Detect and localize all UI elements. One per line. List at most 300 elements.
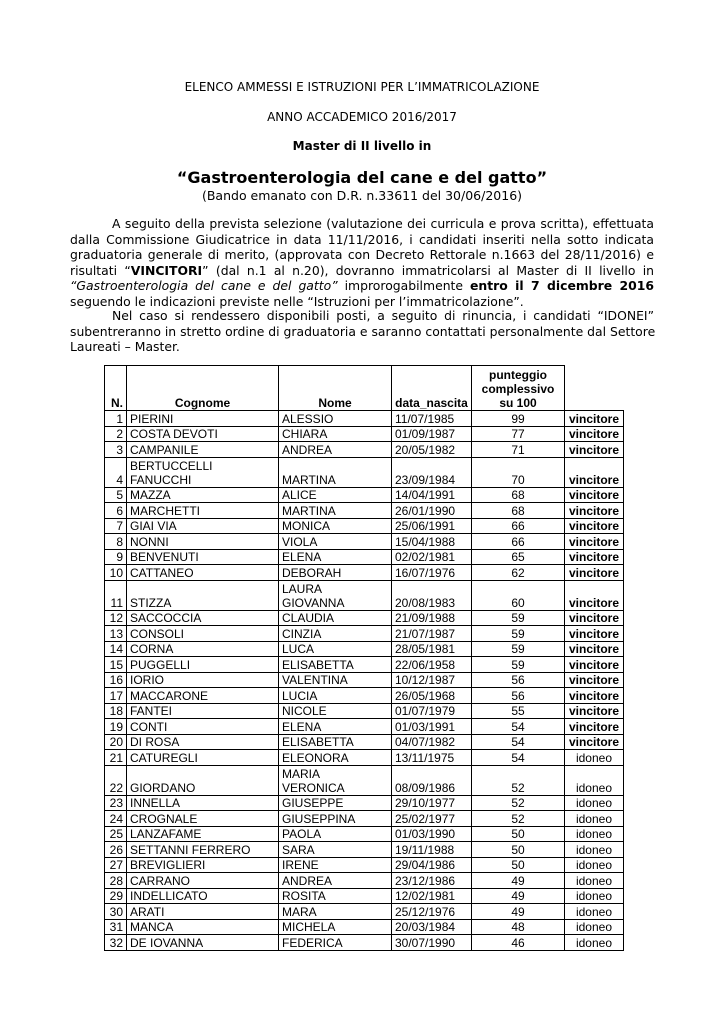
cell-n <box>105 919 127 935</box>
cell-punteggio-text: 66 <box>511 534 525 549</box>
cell-nome <box>279 580 392 610</box>
cell-cognome-text: INNELLA <box>130 796 181 810</box>
cell-data-nascita-text: 23/12/1986 <box>395 873 456 888</box>
cell-punteggio-text: 52 <box>511 811 525 826</box>
cell-nome-text: FEDERICA <box>282 935 343 950</box>
cell-punteggio-text: 99 <box>511 411 525 426</box>
cell-data-nascita <box>392 457 472 487</box>
cell-data-nascita <box>392 719 472 735</box>
cell-esito <box>565 672 624 688</box>
cell-data-nascita <box>392 580 472 610</box>
header-n: N. <box>105 366 127 411</box>
cell-cognome-text: CARRANO <box>130 873 191 888</box>
cell-esito <box>565 719 624 735</box>
cell-n <box>105 610 127 626</box>
cell-n <box>105 873 127 889</box>
cell-n-text: 8 <box>116 534 123 549</box>
cell-punteggio-text: 65 <box>511 550 525 564</box>
table-row <box>105 857 624 873</box>
cell-data-nascita-text: 30/07/1990 <box>395 935 456 950</box>
cell-data-nascita-text: 21/07/1987 <box>395 626 456 641</box>
cell-cognome <box>127 487 279 503</box>
cell-data-nascita <box>392 935 472 951</box>
cell-nome <box>279 641 392 657</box>
cell-cognome-text: GIORDANO <box>130 780 196 795</box>
cell-nome-text: ELISABETTA <box>282 657 354 672</box>
cell-punteggio <box>472 857 565 873</box>
cell-cognome <box>127 904 279 920</box>
cell-data-nascita <box>392 888 472 904</box>
cell-esito <box>565 426 624 442</box>
cell-n-text: 7 <box>116 519 123 533</box>
table-row <box>105 565 624 581</box>
cell-data-nascita-text: 19/11/1988 <box>395 842 455 857</box>
cell-cognome <box>127 765 279 795</box>
cell-nome-text: ALESSIO <box>282 411 334 426</box>
cell-n-text: 4 <box>116 472 123 487</box>
cell-data-nascita <box>392 442 472 458</box>
cell-esito <box>565 534 624 550</box>
cell-nome <box>279 534 392 550</box>
cell-punteggio-text: 66 <box>511 519 525 533</box>
cell-data-nascita <box>392 610 472 626</box>
cell-esito-text: vincitore <box>568 442 619 457</box>
cell-cognome-text: DI ROSA <box>130 735 180 749</box>
cell-nome <box>279 487 392 503</box>
para1-line: graduatoria generale di merito, (approvata con Decreto Rettorale n.1663 del 28/11/2016) e <box>70 247 654 262</box>
cell-nome-text: PAOLA <box>282 827 322 841</box>
cell-n-text: 15 <box>109 657 123 672</box>
cell-cognome-text: PIERINI <box>130 411 174 426</box>
cell-n <box>105 857 127 873</box>
cell-data-nascita <box>392 842 472 858</box>
cell-cognome <box>127 442 279 458</box>
cell-n <box>105 765 127 795</box>
table-row <box>105 935 624 951</box>
cell-esito-text: vincitore <box>568 611 619 625</box>
table-row <box>105 873 624 889</box>
cell-esito <box>565 610 624 626</box>
cell-esito-text: vincitore <box>568 427 619 441</box>
cell-n <box>105 688 127 704</box>
cell-n <box>105 549 127 565</box>
cell-data-nascita-text: 14/04/1991 <box>395 488 456 502</box>
cell-punteggio-text: 54 <box>511 719 525 734</box>
table-row <box>105 534 624 550</box>
cell-punteggio <box>472 750 565 766</box>
table-row <box>105 811 624 827</box>
cell-data-nascita-text: 29/04/1986 <box>395 858 456 872</box>
cell-cognome <box>127 888 279 904</box>
cell-punteggio <box>472 518 565 534</box>
cell-nome <box>279 672 392 688</box>
cell-esito <box>565 935 624 951</box>
table-row <box>105 503 624 519</box>
cell-n <box>105 411 127 427</box>
para1-text: improrogabilmente <box>337 278 471 293</box>
cell-cognome <box>127 457 279 487</box>
cell-esito <box>565 549 624 565</box>
cell-n-text: 23 <box>109 796 123 810</box>
cell-data-nascita-text: 21/09/1988 <box>395 611 456 625</box>
cell-cognome <box>127 842 279 858</box>
table-row <box>105 734 624 750</box>
cell-cognome-text: CONTI <box>130 719 168 734</box>
cell-data-nascita-text: 02/02/1981 <box>395 550 456 564</box>
cell-nome <box>279 610 392 626</box>
table-row <box>105 888 624 904</box>
cell-nome <box>279 688 392 704</box>
cell-data-nascita-text: 25/02/1977 <box>395 811 456 826</box>
cell-nome-text: VERONICA <box>282 780 345 795</box>
cell-cognome-text: PUGGELLI <box>130 657 191 672</box>
cell-cognome <box>127 426 279 442</box>
cell-nome <box>279 549 392 565</box>
cell-cognome <box>127 811 279 827</box>
cell-cognome <box>127 919 279 935</box>
cell-esito-text: vincitore <box>568 673 619 687</box>
cell-data-nascita <box>392 857 472 873</box>
cell-data-nascita <box>392 826 472 842</box>
cell-esito <box>565 842 624 858</box>
cell-nome <box>279 904 392 920</box>
cell-esito <box>565 734 624 750</box>
cell-n <box>105 795 127 811</box>
cell-punteggio-text: 59 <box>511 611 525 625</box>
header-punteggio <box>472 366 565 411</box>
cell-nome <box>279 795 392 811</box>
para2-line: Laureati – Master. <box>70 339 180 354</box>
table-row <box>105 765 624 795</box>
cell-cognome <box>127 641 279 657</box>
header-esito-blank <box>565 366 624 411</box>
cell-cognome-text: MACCARONE <box>130 688 209 703</box>
cell-data-nascita <box>392 641 472 657</box>
cell-data-nascita-text: 26/05/1968 <box>395 688 456 703</box>
cell-n-text: 18 <box>109 704 123 718</box>
cell-cognome-text: MAZZA <box>130 488 171 502</box>
cell-esito <box>565 688 624 704</box>
cell-cognome <box>127 703 279 719</box>
header-punteggio-line: complessivo <box>481 382 555 396</box>
cell-data-nascita <box>392 765 472 795</box>
cell-data-nascita <box>392 503 472 519</box>
cell-cognome <box>127 873 279 889</box>
cell-n <box>105 503 127 519</box>
cell-cognome-text: IORIO <box>130 673 165 687</box>
cell-esito-text: vincitore <box>568 704 619 718</box>
cell-punteggio <box>472 626 565 642</box>
cell-punteggio-text: 71 <box>511 442 525 457</box>
cell-nome-text: VALENTINA <box>282 673 348 687</box>
cell-n <box>105 672 127 688</box>
cell-esito-text: idoneo <box>575 889 613 903</box>
para1-line <box>70 263 654 279</box>
cell-esito <box>565 457 624 487</box>
cell-nome-text: LUCIA <box>282 688 318 703</box>
cell-nome-text: SARA <box>282 842 315 857</box>
cell-punteggio <box>472 826 565 842</box>
cell-cognome-text: MARCHETTI <box>130 503 200 518</box>
cell-data-nascita-text: 01/09/1987 <box>395 427 456 441</box>
cell-nome <box>279 565 392 581</box>
cell-data-nascita-text: 25/12/1976 <box>395 904 456 919</box>
cell-esito <box>565 888 624 904</box>
cell-cognome-text: FANTEI <box>130 704 173 718</box>
cell-esito <box>565 657 624 673</box>
cell-data-nascita-text: 22/06/1958 <box>395 657 456 672</box>
cell-nome-text: MARIA <box>282 766 321 781</box>
cell-cognome-text: DE IOVANNA <box>130 935 204 950</box>
cell-cognome-text: BERTUCCELLI <box>130 458 213 473</box>
cell-esito-text: vincitore <box>568 488 619 502</box>
cell-n <box>105 565 127 581</box>
cell-esito-text: vincitore <box>568 534 619 549</box>
cell-nome-text: GIUSEPPINA <box>282 811 356 826</box>
cell-esito <box>565 873 624 889</box>
cell-esito-text: vincitore <box>568 719 619 734</box>
cell-nome-text: DEBORAH <box>282 565 342 580</box>
cell-esito <box>565 703 624 719</box>
cell-punteggio-text: 70 <box>511 472 525 487</box>
cell-n-text: 20 <box>109 735 123 749</box>
cell-punteggio-text: 50 <box>511 858 525 872</box>
cell-data-nascita-text: 20/03/1984 <box>395 920 456 934</box>
heading-elenco: ELENCO AMMESSI E ISTRUZIONI PER L’IMMATRICOLAZIONE <box>184 80 540 94</box>
cell-cognome <box>127 719 279 735</box>
table-row <box>105 842 624 858</box>
cell-nome-text: ROSITA <box>282 889 326 903</box>
cell-data-nascita-text: 13/11/1975 <box>395 750 455 765</box>
cell-nome-text: VIOLA <box>282 534 318 549</box>
cell-n <box>105 457 127 487</box>
cell-n-text: 22 <box>109 780 123 795</box>
para1-line: A seguito della prevista selezione (valutazione dei curricula e prova scritta), effettuata <box>112 216 654 231</box>
cell-punteggio-text: 49 <box>511 873 525 888</box>
cell-punteggio <box>472 811 565 827</box>
cell-punteggio <box>472 487 565 503</box>
cell-esito <box>565 919 624 935</box>
cell-nome <box>279 703 392 719</box>
cell-punteggio <box>472 503 565 519</box>
cell-cognome-text: FANUCCHI <box>130 472 192 487</box>
cell-punteggio <box>472 580 565 610</box>
cell-nome <box>279 765 392 795</box>
cell-esito-text: vincitore <box>568 688 619 703</box>
cell-data-nascita-text: 26/01/1990 <box>395 503 456 518</box>
cell-nome-text: MONICA <box>282 519 330 533</box>
cell-data-nascita <box>392 734 472 750</box>
para1-text: ” (dal n.1 al n.20), dovranno immatricolarsi al Master di II livello in <box>202 262 654 278</box>
header-data-nascita: data_nascita <box>392 366 472 411</box>
paragraph-idonei <box>70 308 654 355</box>
cell-n <box>105 888 127 904</box>
cell-esito-text: vincitore <box>568 595 619 610</box>
cell-nome <box>279 657 392 673</box>
cell-n <box>105 580 127 610</box>
cell-punteggio-text: 60 <box>511 595 525 610</box>
cell-punteggio <box>472 703 565 719</box>
cell-n <box>105 626 127 642</box>
cell-esito-text: vincitore <box>568 565 619 580</box>
cell-esito-text: idoneo <box>575 935 613 950</box>
cell-esito-text: idoneo <box>575 827 613 841</box>
cell-cognome-text: ARATI <box>130 904 165 919</box>
cell-cognome-text: INDELLICATO <box>130 889 208 903</box>
cell-n-text: 21 <box>109 750 123 765</box>
cell-nome-text: MARTINA <box>282 503 336 518</box>
master-title: “Gastroenterologia del cane e del gatto” <box>176 168 548 187</box>
cell-n-text: 32 <box>109 935 123 950</box>
table-row <box>105 672 624 688</box>
cell-n-text: 29 <box>109 889 123 903</box>
cell-esito <box>565 565 624 581</box>
cell-cognome-text: MANCA <box>130 920 174 934</box>
table-row <box>105 688 624 704</box>
cell-nome <box>279 935 392 951</box>
table-row <box>105 919 624 935</box>
cell-cognome <box>127 610 279 626</box>
cell-punteggio-text: 54 <box>511 735 525 749</box>
cell-n <box>105 487 127 503</box>
cell-nome <box>279 626 392 642</box>
cell-cognome <box>127 935 279 951</box>
cell-n-text: 5 <box>116 488 123 502</box>
paragraph-instructions <box>70 216 654 309</box>
cell-cognome-text: CONSOLI <box>130 626 185 641</box>
cell-nome-text: MARA <box>282 904 317 919</box>
cell-nome <box>279 750 392 766</box>
cell-esito <box>565 750 624 766</box>
cell-nome-text: NICOLE <box>282 704 327 718</box>
cell-n-text: 30 <box>109 904 123 919</box>
cell-esito-text: idoneo <box>575 904 613 919</box>
cell-esito-text: vincitore <box>568 626 619 641</box>
cell-esito-text: vincitore <box>568 472 619 487</box>
cell-nome <box>279 719 392 735</box>
cell-n-text: 31 <box>109 920 123 934</box>
cell-nome-text: GIUSEPPE <box>282 796 344 810</box>
cell-nome <box>279 503 392 519</box>
cell-n-text: 27 <box>109 858 123 872</box>
cell-data-nascita <box>392 626 472 642</box>
cell-esito-text: idoneo <box>575 842 613 857</box>
cell-cognome <box>127 580 279 610</box>
cell-data-nascita-text: 08/09/1986 <box>395 780 456 795</box>
table-row <box>105 626 624 642</box>
cell-nome-text: MICHELA <box>282 920 336 934</box>
cell-data-nascita <box>392 534 472 550</box>
header-punteggio-line: su 100 <box>499 396 537 410</box>
cell-punteggio-text: 50 <box>511 842 525 857</box>
cell-punteggio-text: 59 <box>511 642 525 656</box>
cell-nome <box>279 919 392 935</box>
cell-n <box>105 657 127 673</box>
heading-anno: ANNO ACCADEMICO 2016/2017 <box>267 110 457 124</box>
table-row <box>105 657 624 673</box>
cell-nome-text: IRENE <box>282 858 319 872</box>
cell-n-text: 13 <box>109 626 123 641</box>
cell-esito <box>565 795 624 811</box>
cell-data-nascita-text: 20/05/1982 <box>395 442 456 457</box>
cell-nome-text: MARTINA <box>282 472 336 487</box>
cell-esito <box>565 811 624 827</box>
cell-esito <box>565 442 624 458</box>
cell-n-text: 14 <box>109 642 123 656</box>
cell-data-nascita-text: 04/07/1982 <box>395 735 456 749</box>
cell-n <box>105 904 127 920</box>
cell-nome-text: CINZIA <box>282 626 322 641</box>
cell-esito-text: idoneo <box>575 750 613 765</box>
cell-data-nascita-text: 25/06/1991 <box>395 519 456 533</box>
cell-punteggio <box>472 657 565 673</box>
cell-nome <box>279 426 392 442</box>
cell-punteggio-text: 56 <box>511 688 525 703</box>
cell-data-nascita <box>392 565 472 581</box>
cell-cognome-text: SACCOCCIA <box>130 611 202 625</box>
cell-esito <box>565 626 624 642</box>
cell-data-nascita <box>392 549 472 565</box>
header-cognome: Cognome <box>127 366 279 411</box>
cell-esito-text: idoneo <box>575 811 613 826</box>
cell-punteggio-text: 59 <box>511 657 525 672</box>
cell-esito-text: idoneo <box>575 920 613 934</box>
cell-data-nascita <box>392 518 472 534</box>
cell-punteggio-text: 49 <box>511 904 525 919</box>
cell-esito-text: vincitore <box>568 411 619 426</box>
cell-nome <box>279 842 392 858</box>
cell-cognome-text: CROGNALE <box>130 811 198 826</box>
cell-data-nascita <box>392 750 472 766</box>
cell-nome <box>279 811 392 827</box>
cell-cognome <box>127 795 279 811</box>
cell-nome-text: ELENA <box>282 550 322 564</box>
cell-nome <box>279 826 392 842</box>
cell-n-text: 1 <box>116 411 123 426</box>
cell-nome-text: ALICE <box>282 488 317 502</box>
cell-punteggio <box>472 688 565 704</box>
cell-nome-text: CLAUDIA <box>282 611 335 625</box>
cell-punteggio-text: 54 <box>511 750 525 765</box>
cell-nome <box>279 734 392 750</box>
cell-n-text: 17 <box>109 688 123 703</box>
cell-data-nascita <box>392 904 472 920</box>
cell-cognome-text: COSTA DEVOTI <box>130 427 218 441</box>
cell-cognome <box>127 857 279 873</box>
cell-cognome <box>127 750 279 766</box>
cell-n <box>105 534 127 550</box>
table-header-row <box>105 366 624 411</box>
cell-cognome <box>127 565 279 581</box>
cell-punteggio <box>472 795 565 811</box>
para1-line: dalla Commissione Giudicatrice in data 11/11/2016, i candidati inseriti nella sotto indicata <box>70 231 654 247</box>
cell-cognome-text: CATTANEO <box>130 565 194 580</box>
cell-n-text: 12 <box>109 611 123 625</box>
cell-nome-text: ELISABETTA <box>282 735 354 749</box>
cell-data-nascita-text: 16/07/1976 <box>395 565 456 580</box>
cell-n-text: 11 <box>110 595 123 610</box>
cell-nome-text: ANDREA <box>282 442 333 457</box>
cell-n-text: 26 <box>109 842 123 857</box>
table-body <box>105 411 624 951</box>
cell-punteggio <box>472 734 565 750</box>
cell-n <box>105 750 127 766</box>
cell-data-nascita <box>392 795 472 811</box>
para1-line <box>70 278 654 294</box>
cell-data-nascita-text: 28/05/1981 <box>395 642 456 656</box>
cell-nome-text: LAURA <box>282 581 323 596</box>
cell-cognome-text: STIZZA <box>130 595 172 610</box>
